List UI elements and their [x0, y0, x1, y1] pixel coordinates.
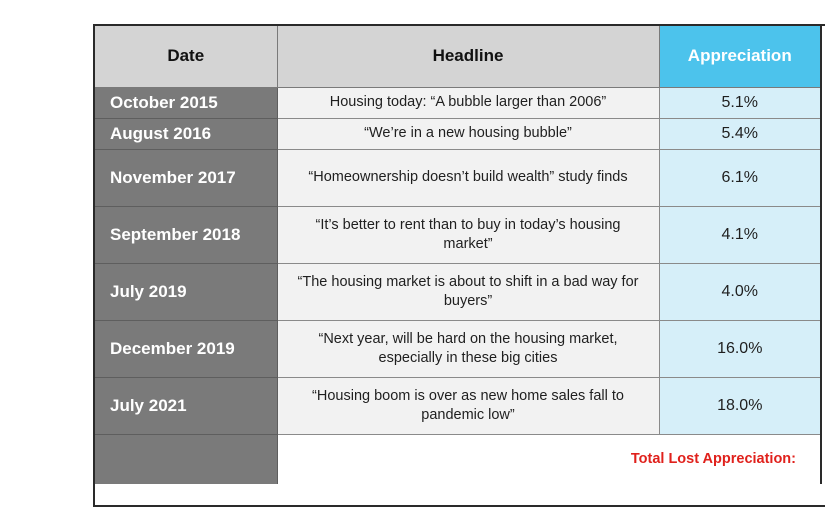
date-cell: August 2016 — [95, 118, 277, 149]
headline-cell: “It’s better to rent than to buy in today’s housing market” — [277, 206, 659, 263]
headline-cell: “Next year, will be hard on the housing market, especially in these big cities — [277, 320, 659, 377]
date-cell: November 2017 — [95, 149, 277, 206]
total-blank-cell — [95, 434, 277, 484]
headlines-table — [95, 26, 825, 484]
date-cell: December 2019 — [95, 320, 277, 377]
table-row — [95, 263, 825, 320]
clipped-cell — [821, 206, 825, 263]
table-row — [95, 118, 825, 149]
table-row — [95, 377, 825, 434]
table-row — [95, 149, 825, 206]
clipped-cell — [821, 118, 825, 149]
appreciation-cell: 5.4% — [659, 118, 821, 149]
appreciation-cell: 5.1% — [659, 87, 821, 118]
clipped-cell — [821, 263, 825, 320]
date-cell: October 2015 — [95, 87, 277, 118]
date-cell: September 2018 — [95, 206, 277, 263]
date-cell: July 2019 — [95, 263, 277, 320]
headline-cell: Housing today: “A bubble larger than 2006” — [277, 87, 659, 118]
headline-cell: “The housing market is about to shift in a bad way for buyers” — [277, 263, 659, 320]
appreciation-cell: 16.0% — [659, 320, 821, 377]
appreciation-cell: 4.1% — [659, 206, 821, 263]
clipped-cell — [821, 149, 825, 206]
total-lost-appreciation-label: Total Lost Appreciation: — [277, 434, 821, 484]
date-cell: July 2021 — [95, 377, 277, 434]
date-column-header: Date — [95, 26, 277, 87]
headline-cell: “Homeownership doesn’t build wealth” study finds — [277, 149, 659, 206]
appreciation-cell: 6.1% — [659, 149, 821, 206]
appreciation-column-header: Appreciation — [659, 26, 821, 87]
appreciation-table — [93, 24, 825, 507]
header-row — [95, 26, 825, 87]
appreciation-cell: 4.0% — [659, 263, 821, 320]
headline-cell: “Housing boom is over as new home sales fall to pandemic low” — [277, 377, 659, 434]
table-row — [95, 320, 825, 377]
clipped-cell — [821, 434, 825, 484]
headline-column-header: Headline — [277, 26, 659, 87]
clipped-cell — [821, 87, 825, 118]
appreciation-cell: 18.0% — [659, 377, 821, 434]
clipped-cell — [821, 320, 825, 377]
clipped-next-column — [821, 26, 825, 87]
headline-cell: “We’re in a new housing bubble” — [277, 118, 659, 149]
table-row — [95, 87, 825, 118]
total-row — [95, 434, 825, 484]
table-row — [95, 206, 825, 263]
clipped-cell — [821, 377, 825, 434]
